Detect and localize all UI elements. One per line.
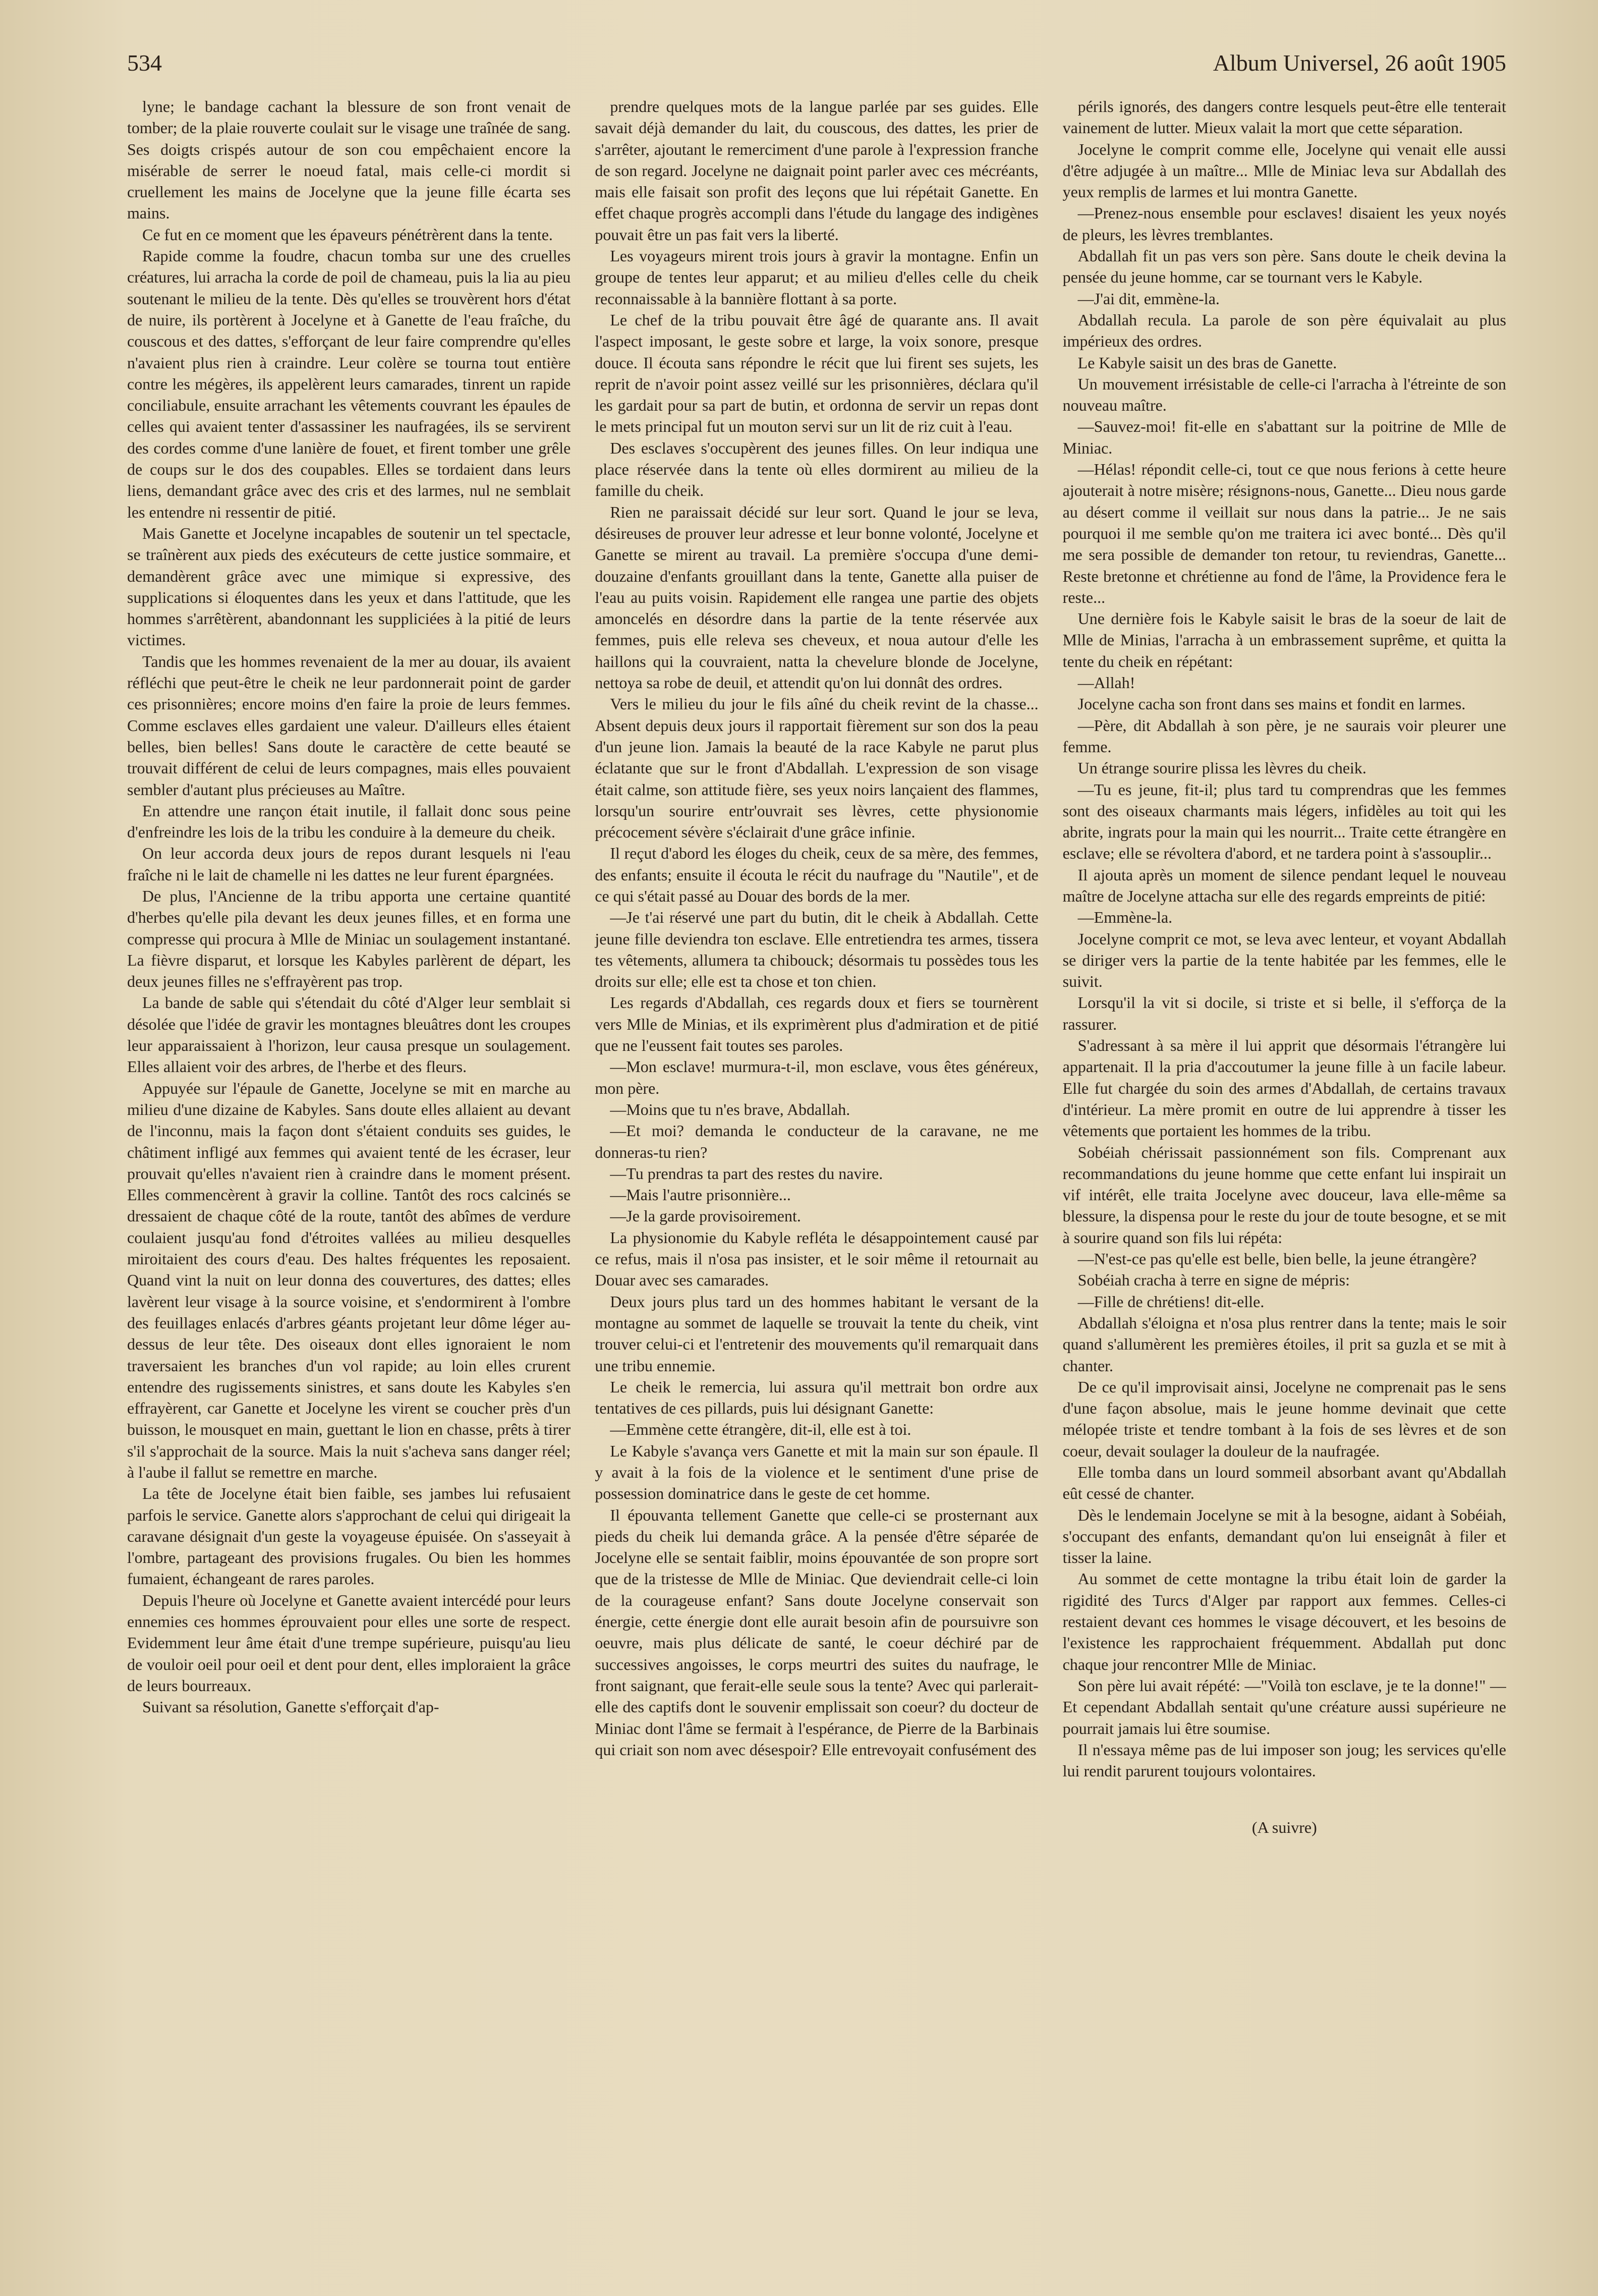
paragraph: lyne; le bandage cachant la blessure de son front venait de tomber; de la plaie rouverte coulait sur le visage une traînée de sang. Ses doigts crispés autour de son cou empêchaient encore la misérable de serrer le noeud fatal, mais celle-ci mordit si cruellement les mains de Jocelyne que la jeune fille écarta ses mains.	[127, 97, 571, 222]
paragraph: En attendre une rançon était inutile, il fallait donc sous peine d'enfreindre les lois de la tribu les conduire à la demeure du cheik.	[127, 801, 571, 842]
paragraph: Dès le lendemain Jocelyne se mit à la besogne, aidant à Sobéiah, s'occupant des enfants, demandant qu'on lui enseignât à filer et tisser la laine.	[1062, 1505, 1506, 1567]
text-column-1	[127, 96, 570, 2265]
paragraph: —Prenez-nous ensemble pour esclaves! disaient les yeux noyés de pleurs, les lèvres tremblantes.	[1062, 204, 1506, 244]
paragraph: —Emmène-la.	[1077, 908, 1173, 927]
paragraph: Une dernière fois le Kabyle saisit le bras de la soeur de lait de Mlle de Minias, l'arracha à un embrassement suprême, et quitta la tente du cheik en répétant:	[1062, 609, 1506, 670]
paragraph: —Moins que tu n'es brave, Abdallah.	[610, 1100, 850, 1118]
paragraph: Un étrange sourire plissa les lèvres du cheik.	[1077, 759, 1366, 777]
paragraph: —Père, dit Abdallah à son père, je ne saurais voir pleurer une femme.	[1062, 716, 1506, 756]
paragraph: S'adressant à sa mère il lui apprit que désormais l'étrangère lui appartenait. Il la pria d'accoutumer la jeune fille à un facile labeur. Elle fut chargée du soin des armes d'Abdallah, de certains travaux d'intérieur. La mère promit en outre de lui apprendre à tisser les vêtements que portaient les hommes de la tribu.	[1062, 1036, 1506, 1140]
paragraph: —J'ai dit, emmène-la.	[1077, 289, 1220, 308]
paragraph: périls ignorés, des dangers contre lesquels peut-être elle tenterait vainement de lutter. Mieux valait la mort que cette séparation.	[1062, 97, 1506, 137]
paragraph: La physionomie du Kabyle refléta le désappointement causé par ce refus, mais il n'osa pas insister, et le soir même il retournait au Douar avec ses camarades.	[595, 1228, 1039, 1290]
paragraph: Depuis l'heure où Jocelyne et Ganette avaient intercédé pour leurs ennemies ces hommes éprouvaient pour elles une sorte de respect. Evidemment leur âme était d'une trempe supérieure, puisqu'au lieu de vouloir oeil pour oeil et dent pour dent, elles imploraient la grâce de leurs bourreaux.	[127, 1591, 571, 1695]
paragraph: De plus, l'Ancienne de la tribu apporta une certaine quantité d'herbes qu'elle pila devant les deux jeunes filles, et en forma une compresse qui procura à Mlle de Miniac un soulagement instantané. La fièvre disparut, et lorsque les Kabyles parlèrent de départ, les deux jeunes filles ne s'effrayèrent pas trop.	[127, 886, 571, 991]
paragraph: Jocelyne le comprit comme elle, Jocelyne qui venait elle aussi d'être adjugée à un maître... Mlle de Miniac leva sur Abdallah des yeux remplis de larmes et lui montra Ganette.	[1062, 140, 1506, 201]
paragraph: Vers le milieu du jour le fils aîné du cheik revint de la chasse... Absent depuis deux jours il rapportait fièrement sur son dos la peau d'un jeune lion. Jamais la beauté de la race Kabyle ne parut plus éclatante que sur le front d'Abdallah. L'expression de son visage était calme, son attitude fière, ses yeux noirs lançaient des flammes, lorsqu'un sourire entr'ouvrait ses lèvres, cette physionomie précocement sévère s'éclairait d'une grâce infinie.	[595, 695, 1039, 842]
paragraph: Rien ne paraissait décidé sur leur sort. Quand le jour se leva, désireuses de prouver leur adresse et leur bonne volonté, Jocelyne et Ganette se mirent au travail. La première s'occupa d'une demi-douzaine d'enfants grouillant dans la tente, Ganette alla puiser de l'eau au puits voisin. Rapidement elle rangea une partie des objets amoncelés en désordre dans la partie de la tente réservée aux femmes, puis elle releva ses cheveux, et noua autour d'elle les haillons qui la couvraient, natta la chevelure blonde de Jocelyne, nettoya sa robe de deuil, et attendit qu'on lui donnât des ordres.	[595, 502, 1039, 692]
paragraph: Abdallah s'éloigna et n'osa plus rentrer dans la tente; mais le soir quand s'allumèrent les premières étoiles, il prit sa guzla et se mit à chanter.	[1062, 1313, 1506, 1375]
to-be-continued-note: (A suivre)	[1251, 1818, 1317, 1837]
paragraph: Sobéiah cracha à terre en signe de mépris:	[1077, 1271, 1350, 1290]
paragraph: Lorsqu'il la vit si docile, si triste et si belle, il s'efforça de la rassurer.	[1062, 993, 1506, 1033]
paragraph: Des esclaves s'occupèrent des jeunes filles. On leur indiqua une place réservée dans la tente où elles dormirent au milieu de la famille du cheik.	[595, 438, 1039, 500]
article-columns	[127, 96, 1506, 2265]
paragraph: —Hélas! répondit celle-ci, tout ce que nous ferions à cette heure ajouterait à notre misère; résignons-nous, Ganette... Dieu nous garde au désert comme il veillait sur nous dans la patrie... Je ne sais pourquoi il me semble qu'on me traitera ici avec bonté... Dès qu'il me sera possible de demander ton retour, tu reviendras, Ganette... Reste bretonne et chrétienne au fond de l'âme, la Providence fera le reste...	[1062, 460, 1506, 606]
paragraph: Deux jours plus tard un des hommes habitant le versant de la montagne au sommet de laquelle se trouvait la tente du cheik, vint trouver celui-ci et l'entretenir des mouvements qu'il remarquait dans une tribu ennemie.	[595, 1292, 1039, 1375]
paragraph: Il ajouta après un moment de silence pendant lequel le nouveau maître de Jocelyne attacha sur elle des regards empreints de pitié:	[1062, 865, 1506, 905]
paragraph: —Je la garde provisoirement.	[610, 1207, 801, 1225]
paragraph: Un mouvement irrésistable de celle-ci l'arracha à l'étreinte de son nouveau maître.	[1062, 374, 1506, 415]
paragraph: Suivant sa résolution, Ganette s'efforçait d'ap-	[142, 1698, 439, 1716]
paragraph: Le cheik le remercia, lui assura qu'il mettrait bon ordre aux tentatives de ces pillards, puis lui désignant Ganette:	[595, 1377, 1039, 1418]
running-head	[127, 45, 1506, 81]
paragraph: Il n'essaya même pas de lui imposer son joug; les services qu'elle lui rendit parurent toujours volontaires.	[1062, 1740, 1506, 1780]
paragraph: Tandis que les hommes revenaient de la mer au douar, ils avaient réfléchi que peut-être le cheik ne leur pardonnerait point de garder ces prisonnières; encore moins d'en faire la proie de leurs femmes. Comme esclaves elles gardaient une valeur. D'ailleurs elles étaient belles, bien belles! Sans doute le caractère de cette beauté se trouvait différent de celui de leurs compagnes, mais elles pouvaient sembler d'autant plus précieuses au Maître.	[127, 652, 571, 799]
paragraph: Elle tomba dans un lourd sommeil absorbant avant qu'Abdallah eût cessé de chanter.	[1062, 1463, 1506, 1503]
paragraph: Il reçut d'abord les éloges du cheik, ceux de sa mère, des femmes, des enfants; ensuite il écouta le récit du naufrage du "Nautile", et de ce qui s'était passé au Douar des bords de la mer.	[595, 844, 1039, 905]
paragraph: Jocelyne comprit ce mot, se leva avec lenteur, et voyant Abdallah se diriger vers la partie de la tente habitée par les femmes, elle le suivit.	[1062, 929, 1506, 991]
paragraph: —Tu prendras ta part des restes du navire.	[610, 1164, 883, 1183]
paragraph: Il épouvanta tellement Ganette que celle-ci se prosternant aux pieds du cheik lui demanda grâce. A la pensée d'être séparée de Jocelyne elle se sentait faiblir, moins épouvantée de son propre sort que de la tristesse de Mlle de Miniac. Que deviendrait celle-ci loin de la courageuse enfant? Sans doute Jocelyne conservait son énergie, cette énergie dont elle aurait besoin afin de poursuivre son oeuvre, mais plus délicate de santé, le coeur déchiré par de successives angoisses, le corps meurtri des suites du naufrage, le front saignant, que ferait-elle seule sous la tente? Avec qui parlerait-elle des captifs dont le souvenir emplissait son coeur? du docteur de Miniac dont l'âme se fermait à l'espérance, de Pierre de la Barbinais qui criait son nom avec désespoir? Elle entrevoyait confusément des	[595, 1505, 1039, 1759]
paragraph: Rapide comme la foudre, chacun tomba sur une des cruelles créatures, lui arracha la corde de poil de chameau, puis la lia au pieu soutenant le milieu de la tente. Dès qu'elles se trouvèrent hors d'état de nuire, ils portèrent à Jocelyne et à Ganette de l'eau fraîche, du couscous et des dattes, s'efforçant de leur faire comprendre qu'elles n'avaient plus rien à craindre. Leur colère se tourna tout entière contre les mégères, ils appelèrent leurs camarades, tinrent un rapide conciliabule, ensuite arrachant les vêtements couvrant les épaules de celles qui avaient tenter d'assassiner les naufragées, ils se servirent des cordes comme d'une lanière de fouet, et firent tomber une grêle de coups sur le dos des coupables. Elles se tordaient dans leurs liens, demandant grâce avec des cris et des larmes, nul ne semblait les entendre ni ressentir de pitié.	[127, 247, 571, 521]
text-column-2	[595, 96, 1038, 2265]
paragraph: —Mon esclave! murmura-t-il, mon esclave, vous êtes généreux, mon père.	[595, 1057, 1039, 1097]
paragraph: —Sauvez-moi! fit-elle en s'abattant sur la poitrine de Mlle de Miniac.	[1062, 417, 1506, 457]
paragraph: —Emmène cette étrangère, dit-il, elle est à toi.	[610, 1420, 911, 1439]
paragraph: Abdallah recula. La parole de son père équivalait au plus impérieux des ordres.	[1062, 310, 1506, 351]
paragraph: —Et moi? demanda le conducteur de la caravane, ne me donneras-tu rien?	[595, 1122, 1039, 1161]
paragraph: Le chef de la tribu pouvait être âgé de quarante ans. Il avait l'aspect imposant, le geste sobre et large, la voix sonore, presque douce. Il écouta sans répondre le récit que lui firent ses sujets, les reprit de n'avoir point assez veillé sur les prisonnières, déclara qu'il les gardait pour sa part de butin, et ordonna de servir un repas dont le mets principal fut un mouton servi sur un lit de riz cuit à l'eau.	[595, 310, 1039, 436]
journal-title-date: Album Universel, 26 août 1905	[1213, 50, 1506, 76]
paragraph: Les regards d'Abdallah, ces regards doux et fiers se tournèrent vers Mlle de Minias, et ils exprimèrent plus d'admiration et de pitié que ne l'eussent fait toutes ses paroles.	[595, 993, 1039, 1055]
paragraph: Au sommet de cette montagne la tribu était loin de garder la rigidité des Turcs d'Alger par rapport aux femmes. Celles-ci restaient devant ces hommes le visage découvert, et les besoins de l'existence les rapprochaient fréquemment. Abdallah put donc chaque jour rencontrer Mlle de Miniac.	[1062, 1570, 1506, 1673]
paragraph: La bande de sable qui s'étendait du côté d'Alger leur semblait si désolée que l'idée de gravir les montagnes bleuâtres dont les croupes leur apparaissaient à l'horizon, leur causa presque un soulagement. Elles allaient voir des arbres, de l'herbe et des fleurs.	[127, 993, 571, 1076]
paragraph: Mais Ganette et Jocelyne incapables de soutenir un tel spectacle, se traînèrent aux pieds des exécuteurs de cette justice sommaire, et demandèrent grâce avec une mimique si expressive, des supplications si éloquentes dans les yeux et dans l'attitude, que les hommes s'arrêtèrent, abandonnant les suppliciées à la pitié de leurs victimes.	[127, 524, 571, 649]
paragraph: prendre quelques mots de la langue parlée par ses guides. Elle savait déjà demander du lait, du couscous, des dattes, les prier de s'arrêter, ajoutant le remerciment d'une parole à l'expression franche de son regard. Jocelyne ne daignait point parler avec ces mécréants, mais elle faisait son profit des leçons que lui répétait Ganette. En effet chaque progrès accompli dans l'étude du langage des indigènes pouvait être un pas fait vers la liberté.	[595, 97, 1039, 244]
paragraph: —Allah!	[1077, 674, 1135, 692]
paragraph: —N'est-ce pas qu'elle est belle, bien belle, la jeune étrangère?	[1077, 1250, 1477, 1268]
paragraph: Jocelyne cacha son front dans ses mains et fondit en larmes.	[1077, 695, 1466, 713]
text-column-3	[1063, 96, 1506, 2265]
paragraph: Appuyée sur l'épaule de Ganette, Jocelyne se mit en marche au milieu d'une dizaine de Kabyles. Sans doute elles allaient au devant de l'inconnu, mais la façon dont s'étaient conduits ses guides, le châtiment infligé aux femmes qui avaient tenté de les écraser, leur prouvait qu'elles n'avaient rien à craindre dans le moment présent. Elles commencèrent à gravir la colline. Tantôt des rocs calcinés se dressaient de chaque côté de la route, tantôt des abîmes de verdure coulaient jusqu'au fond d'étroites vallées au milieu desquelles miroitaient des cours d'eau. Des haltes fréquentes les reposaient. Quand vint la nuit on leur donna des couvertures, des dattes; elles lavèrent leur visage à la source voisine, et s'endormirent à l'ombre des feuillages enlacés d'arbres géants projetant leur dôme léger au-dessus de leur tête. Des oiseaux dont elles ignoraient le nom traversaient les branches d'un vol rapide; au loin elles crurent entendre des rugissements sinistres, et sans doute les Kabyles s'en effrayèrent, car Ganette et Jocelyne les virent se coucher près d'un buisson, le mousquet en main, guettant le lion en chasse, prêts à tirer s'il s'approchait de la source. Mais la nuit s'acheva sans danger réel; à l'aube il fallut se remettre en marche.	[127, 1079, 571, 1481]
paragraph: Ce fut en ce moment que les épaveurs pénétrèrent dans la tente.	[142, 225, 553, 244]
paragraph: Le Kabyle s'avança vers Ganette et mit la main sur son épaule. Il y avait à la fois de la violence et le sentiment d'une prise de possession dominatrice dans le geste de cet homme.	[595, 1441, 1039, 1503]
paragraph: —Fille de chrétiens! dit-elle.	[1077, 1292, 1265, 1311]
paragraph: Sobéiah chérissait passionnément son fils. Comprenant aux recommandations du jeune homme que cette enfant lui inspirait un vif intérêt, elle traita Jocelyne avec douceur, lava elle-même sa blessure, la dispensa pour le reste du jour de toute besogne, et se mit à sourire quand son fils lui répéta:	[1062, 1143, 1506, 1247]
paragraph: Les voyageurs mirent trois jours à gravir la montagne. Enfin un groupe de tentes leur apparut; et au milieu d'elles celle du cheik reconnaissable à la bannière flottant à sa porte.	[595, 247, 1039, 308]
paragraph: Abdallah fit un pas vers son père. Sans doute le cheik devina la pensée du jeune homme, car se tournant vers le Kabyle.	[1062, 247, 1506, 287]
paragraph: Son père lui avait répété: —"Voilà ton esclave, je te la donne!" — Et cependant Abdallah sentait qu'une créature aussi supérieure ne pourrait jamais lui être soumise.	[1062, 1676, 1506, 1738]
paragraph: —Tu es jeune, fit-il; plus tard tu comprendras que les femmes sont des oiseaux charmants mais légers, infidèles au toit qui les abrite, ingrats pour la main qui les nourrit... Traite cette étrangère en esclave; elle se révoltera d'abord, et ne tardera point à s'assouplir...	[1062, 780, 1506, 863]
paragraph: Le Kabyle saisit un des bras de Ganette.	[1077, 353, 1337, 372]
paragraph: On leur accorda deux jours de repos durant lesquels ni l'eau fraîche ni le lait de chamelle ni les dattes ne leur furent épargnées.	[127, 844, 571, 884]
paragraph: —Je t'ai réservé une part du butin, dit le cheik à Abdallah. Cette jeune fille deviendra ton esclave. Elle entretiendra tes armes, tissera tes vêtements, allumera ta chibouck; désormais tu possèdes tous les droits sur elle; elle est ta chose et ton chien.	[595, 908, 1039, 991]
page-number: 534	[127, 50, 162, 76]
paragraph: La tête de Jocelyne était bien faible, ses jambes lui refusaient parfois le service. Ganette alors s'approchant de celui qui dirigeait la caravane désignait d'un geste la voyageuse épuisée. On s'asseyait à l'ombre, partageant des provisions frugales. Ou bien les hommes fumaient, échangeant de rares paroles.	[127, 1484, 571, 1588]
paragraph: De ce qu'il improvisait ainsi, Jocelyne ne comprenait pas le sens d'une façon absolue, mais le jeune homme devinait que cette mélopée triste et tendre tombant à la fois de ses lèvres et de son coeur, devait soulager la douleur de la naufragée.	[1062, 1377, 1506, 1460]
paragraph: —Mais l'autre prisonnière...	[610, 1186, 791, 1204]
